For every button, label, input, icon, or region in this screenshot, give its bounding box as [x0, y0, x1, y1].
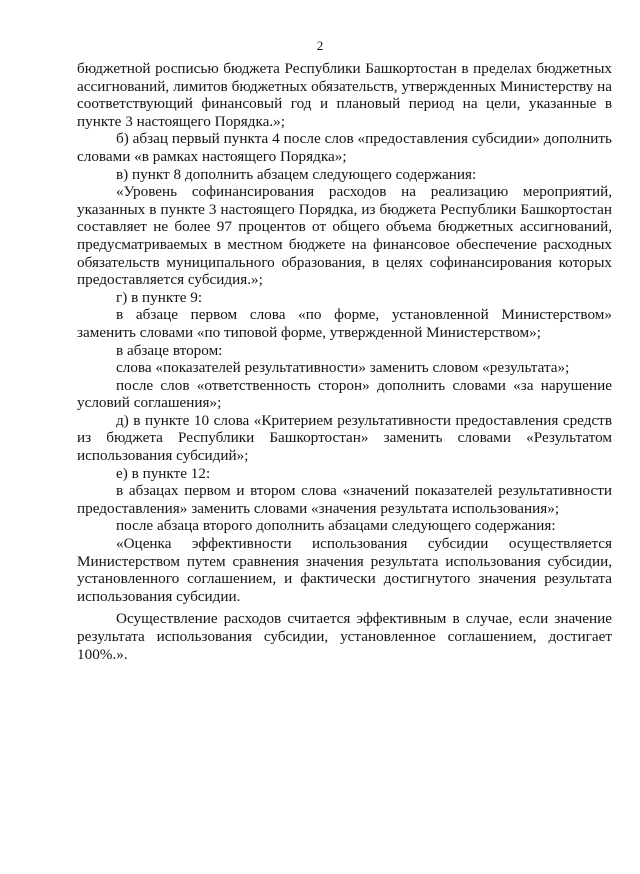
- paragraph-item-e: е) в пункте 12:: [116, 464, 211, 482]
- paragraph-words-replace: слова «показателей результативности» заменить словом «результата»;: [116, 359, 570, 377]
- document-body: [77, 60, 612, 663]
- paragraph-continuation: бюджетной росписью бюджета Республики Башкортостан в пределах бюджетных ассигнований, лимитов бюджетных обязательств, утвержденных Министерству на соответствующий финансовый год и плановый период на цели, указанные в пункте 3 настоящего Порядка.»;: [77, 60, 612, 130]
- paragraph-first-abzac: в абзаце первом слова «по форме, установленной Министерством» заменить словами «по типовой форме, утвержденной Министерством»;: [77, 306, 612, 341]
- paragraph-second-abzac: в абзаце втором:: [116, 341, 223, 359]
- paragraph-add-abzacs: после абзаца второго дополнить абзацами следующего содержания:: [116, 517, 556, 535]
- paragraph-quote-evaluation: «Оценка эффективности использования субсидии осуществляется Министерством путем сравнения значения результата использования субсидии, установленного соглашением, и фактически достигнутого значения результата использования субсидии.: [77, 535, 612, 605]
- paragraph-quote-cofinancing: «Уровень софинансирования расходов на реализацию мероприятий, указанных в пункте 3 настоящего Порядка, из бюджета Республики Башкортостан составляет не более 97 процентов от общего объема бюджетных ассигнований, предусматриваемых в местном бюджете на финансовое обеспечение расходных обязательств муниципального образования, в целях софинансирования которых предоставляется субсидия.»;: [77, 183, 612, 289]
- paragraph-item-d: д) в пункте 10 слова «Критерием результативности предоставления средств из бюджета Республики Башкортостан» заменить словами «Результатом использования субсидий»;: [77, 411, 612, 465]
- paragraph-item-v: в) пункт 8 дополнить абзацем следующего содержания:: [116, 165, 477, 183]
- paragraph-item-b: б) абзац первый пункта 4 после слов «предоставления субсидии» дополнить словами «в рамках настоящего Порядка»;: [77, 130, 612, 165]
- page-number: 2: [316, 38, 324, 53]
- paragraph-item-g: г) в пункте 9:: [116, 288, 203, 306]
- paragraph-after-words: после слов «ответственность сторон» дополнить словами «за нарушение условий соглашения»;: [77, 376, 612, 412]
- paragraph-effectiveness: Осуществление расходов считается эффективным в случае, если значение результата использования субсидии, установленное соглашением, достигает 100%.».: [77, 610, 612, 663]
- paragraph-abzacs-first-second: в абзацах первом и втором слова «значений показателей результативности предоставления» заменить словами «значения результата использования»;: [77, 482, 612, 517]
